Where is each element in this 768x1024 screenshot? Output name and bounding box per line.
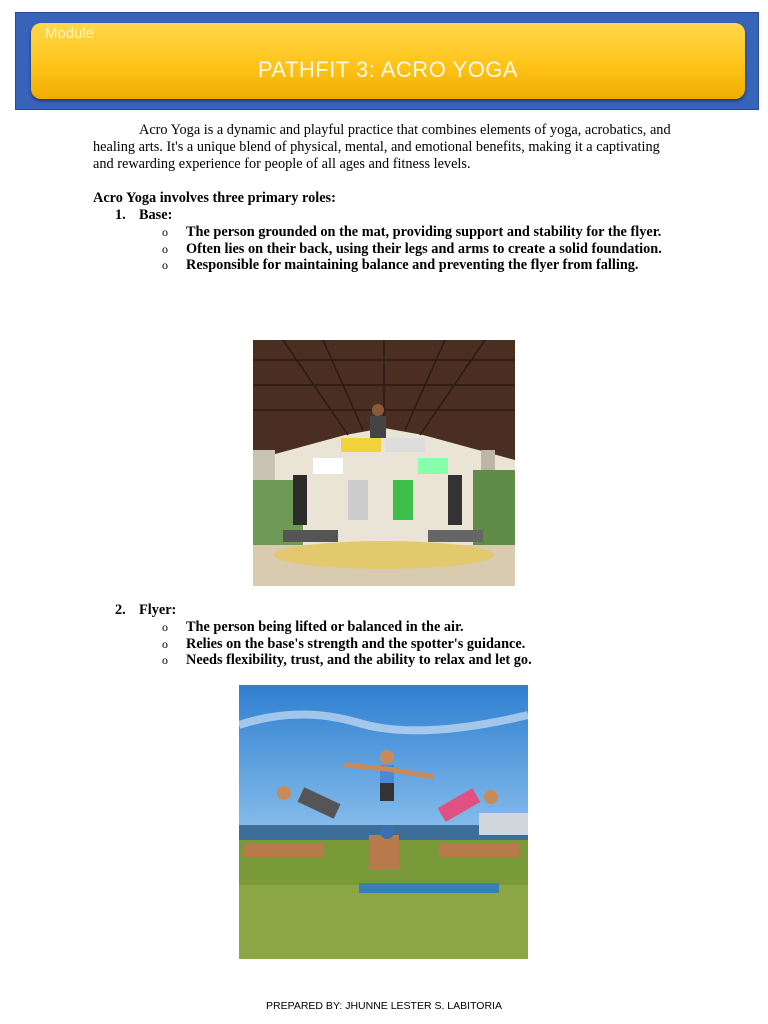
role-name: Flyer:: [139, 602, 177, 618]
module-label: Module: [45, 25, 95, 42]
bullet-text: Relies on the base's strength and the spotter's guidance.: [186, 635, 526, 652]
role-title: [93, 602, 673, 619]
footer-prepared-by: PREPARED BY: JHUNNE LESTER S. LABITORIA: [266, 1000, 502, 1012]
intro-paragraph: [93, 122, 673, 173]
photo-illustration: [239, 685, 528, 959]
bullet-circle-icon: o: [162, 636, 168, 651]
bullet-text: Needs flexibility, trust, and the ability to relax and let go.: [186, 652, 532, 668]
role-item-base: [93, 207, 673, 274]
bullet-text: Responsible for maintaining balance and preventing the flyer from falling.: [186, 257, 639, 273]
role-bullet-list: [93, 224, 673, 274]
header-banner: [31, 23, 745, 99]
role-title: [93, 207, 673, 224]
bullet-circle-icon: o: [162, 225, 168, 239]
bullet-text: Often lies on their back, using their legs and arms to create a solid foundation.: [186, 240, 662, 257]
acro-yoga-beach-photo: [239, 685, 528, 959]
page-title: PATHFIT 3: ACRO YOGA: [257, 57, 519, 82]
list-item: [93, 257, 673, 274]
bullet-circle-icon: o: [162, 653, 168, 667]
photo-illustration: [253, 340, 515, 586]
document-body-continued: [93, 602, 673, 669]
role-item-flyer: [93, 602, 673, 669]
list-item: [93, 241, 673, 258]
list-item: [93, 224, 673, 241]
roles-heading: Acro Yoga involves three primary roles:: [93, 190, 336, 206]
intro-text: Acro Yoga is a dynamic and playful practice that combines elements of yoga, acrobatics, and healing arts. It's a unique blend of physical, mental, and emotional benefits, making it a captivating and rewarding experience for people of all ages and fitness levels.: [93, 122, 671, 172]
list-item: [93, 636, 673, 653]
role-number: 2.: [115, 602, 126, 618]
role-name: Base:: [139, 207, 173, 223]
module-header: [15, 12, 759, 110]
bullet-circle-icon: o: [162, 241, 168, 256]
list-item: [93, 619, 673, 636]
acro-yoga-group-photo: [253, 340, 515, 586]
role-bullet-list: [93, 619, 673, 669]
bullet-circle-icon: o: [162, 620, 168, 634]
list-item: [93, 652, 673, 669]
bullet-text: The person being lifted or balanced in the air.: [186, 619, 464, 635]
role-number: 1.: [115, 207, 126, 223]
bullet-text: The person grounded on the mat, providing support and stability for the flyer.: [186, 224, 662, 240]
bullet-circle-icon: o: [162, 258, 168, 272]
document-body: [93, 122, 673, 274]
